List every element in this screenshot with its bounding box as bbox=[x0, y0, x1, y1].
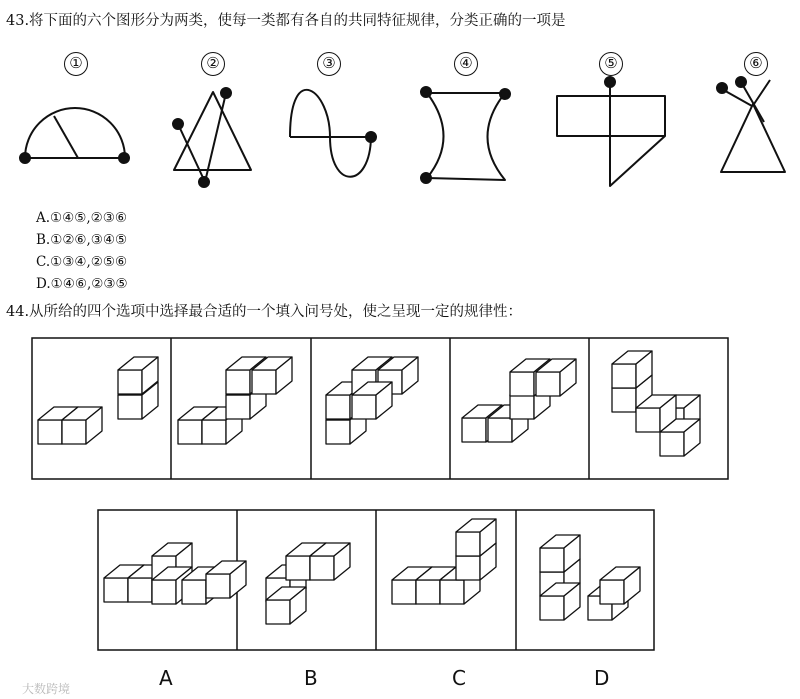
figure-label-5: ⑤ bbox=[599, 52, 623, 76]
sequence-2-cube bbox=[178, 420, 202, 444]
figure-4-concave bbox=[421, 87, 510, 183]
figure-label-3: ③ bbox=[317, 52, 341, 76]
sequence-5-cube bbox=[636, 408, 660, 432]
answer-label-b: B bbox=[304, 666, 318, 690]
sequence-2-cube bbox=[252, 370, 276, 394]
option-c-cube bbox=[456, 556, 480, 580]
option-c-cube bbox=[456, 532, 480, 556]
sequence-3-cube bbox=[326, 420, 350, 444]
sequence-2-cube bbox=[226, 395, 250, 419]
figure-label-4: ④ bbox=[454, 52, 478, 76]
option-c-cube bbox=[416, 580, 440, 604]
sequence-1-cube bbox=[118, 370, 142, 394]
option-a-cube bbox=[206, 574, 230, 598]
option-a-cube bbox=[128, 578, 152, 602]
answer-label-a: A bbox=[159, 666, 173, 690]
sequence-1-cube bbox=[38, 420, 62, 444]
figure-2-triangle bbox=[173, 88, 251, 187]
figure-5-rect-line bbox=[557, 77, 665, 186]
figure-label-6: ⑥ bbox=[744, 52, 768, 76]
option-a-cube bbox=[182, 580, 206, 604]
watermark-text: 大数跨境 bbox=[22, 682, 71, 696]
sequence-5-cube bbox=[612, 364, 636, 388]
option-a: A.①④⑤,②③⑥ bbox=[36, 210, 127, 226]
sequence-4-cube bbox=[536, 372, 560, 396]
figure-label-2: ② bbox=[201, 52, 225, 76]
question-43-title: 43.将下面的六个图形分为两类，使每一类都有各自的共同特征规律，分类正确的一项是 bbox=[6, 13, 566, 29]
option-a-cube bbox=[104, 578, 128, 602]
figure-1-semicircle bbox=[20, 108, 129, 163]
sequence-4-cube bbox=[510, 372, 534, 396]
option-a-cube bbox=[152, 580, 176, 604]
option-d-cube bbox=[540, 596, 564, 620]
sequence-1-cube bbox=[62, 420, 86, 444]
option-c: C.①③④,②⑤⑥ bbox=[36, 254, 128, 270]
sequence-1-cube bbox=[118, 395, 142, 419]
sequence-4-cube bbox=[510, 395, 534, 419]
sequence-4-cube bbox=[462, 418, 486, 442]
question-44-title: 44.从所给的四个选项中选择最合适的一个填入问号处，使之呈现一定的规律性： bbox=[6, 304, 523, 320]
answer-label-c: C bbox=[452, 666, 466, 690]
option-b-cube bbox=[310, 556, 334, 580]
sequence-3-cube bbox=[352, 395, 376, 419]
sequence-5-cube bbox=[660, 432, 684, 456]
option-d-cube bbox=[600, 580, 624, 604]
option-b-cube bbox=[266, 600, 290, 624]
figure-label-1: ① bbox=[64, 52, 88, 76]
option-d: D.①④⑥,②③⑤ bbox=[36, 276, 128, 292]
sequence-3-cube bbox=[326, 395, 350, 419]
sequence-4-cube bbox=[488, 418, 512, 442]
option-c-cube bbox=[392, 580, 416, 604]
sequence-2-cube bbox=[226, 370, 250, 394]
sequence-2-cube bbox=[202, 420, 226, 444]
option-b: B.①②⑥,③④⑤ bbox=[36, 232, 128, 248]
sequence-5-cube bbox=[612, 388, 636, 412]
option-c-cube bbox=[440, 580, 464, 604]
figure-6-triangle bbox=[717, 77, 785, 172]
figure-3-wave bbox=[290, 90, 376, 177]
option-b-cube bbox=[286, 556, 310, 580]
option-d-cube bbox=[540, 548, 564, 572]
answer-label-d: D bbox=[594, 666, 610, 690]
